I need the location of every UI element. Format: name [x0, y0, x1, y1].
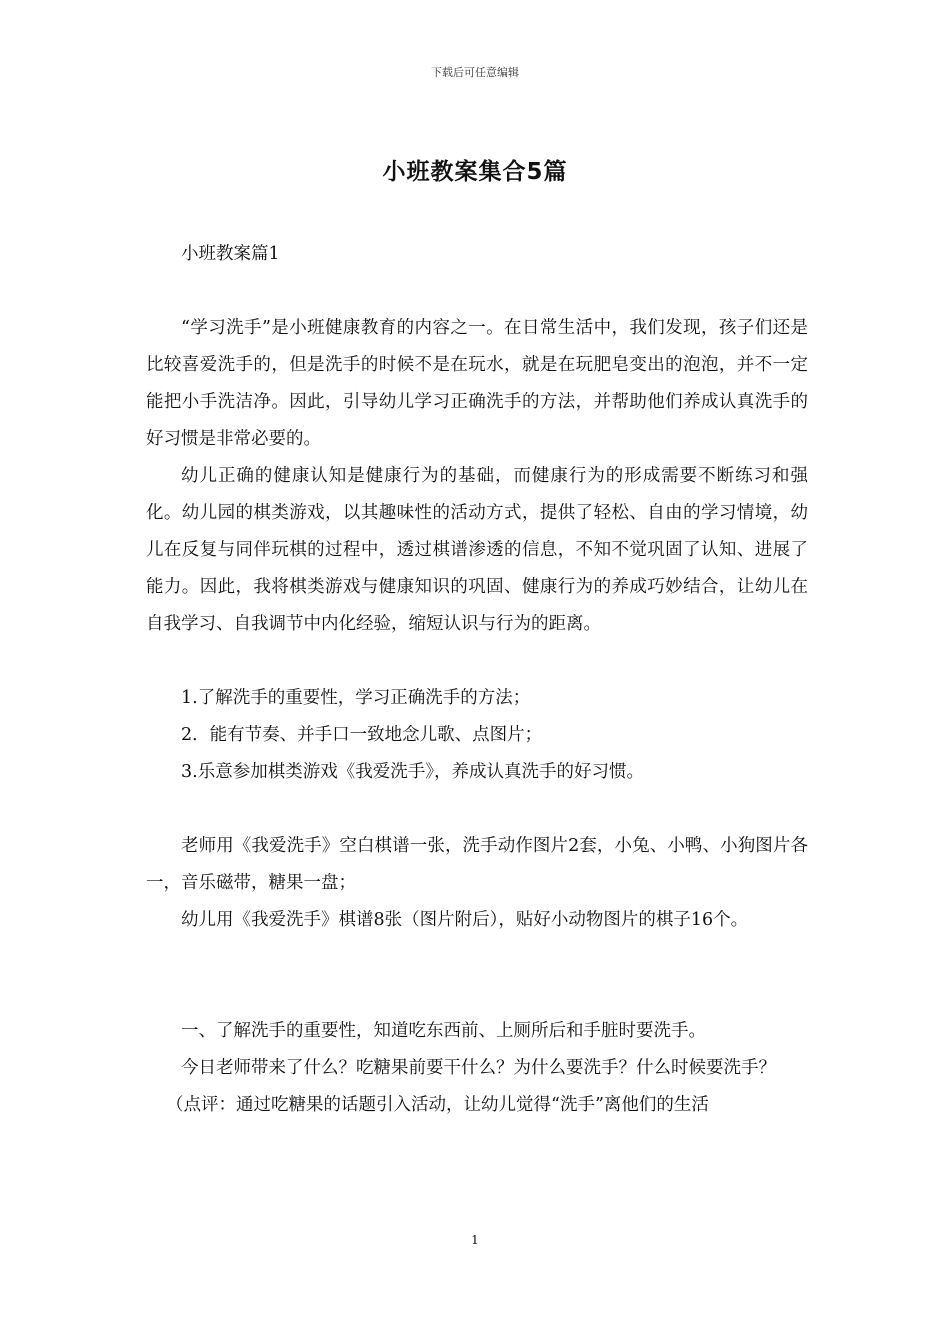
document-body [146, 236, 808, 1124]
process-step: 一、了解洗手的重要性，知道吃东西前、上厕所后和手脏时要洗手。 [181, 1021, 706, 1041]
intro-paragraph: “学习洗手”是小班健康教育的内容之一。在日常生活中，我们发现，孩子们还是比较喜爱洗手的，但是洗手的时候不是在玩水，就是在玩肥皂变出的泡泡，并不一定能把小手洗洁净。因此，引导幼儿学习正确洗手的方法，并帮助他们养成认真洗手的好习惯是非常必要的。 [146, 318, 808, 449]
spacer [146, 939, 808, 1013]
process-comment: （点评：通过吃糖果的话题引入活动，让幼儿觉得“洗手”离他们的生活 [166, 1095, 709, 1115]
spacer [146, 791, 808, 828]
goal-item: 2．能有节奏、并手口一致地念儿歌、点图片； [181, 725, 543, 745]
spacer [146, 273, 808, 310]
preparation-item: 幼儿用《我爱洗手》棋谱8张（图片附后），贴好小动物图片的棋子16个。 [181, 910, 749, 930]
document-title: 小班教案集合5篇 [382, 159, 568, 185]
goal-item: 1.了解洗手的重要性，学习正确洗手的方法； [181, 688, 531, 708]
goal-item: 3.乐意参加棋类游戏《我爱洗手》，养成认真洗手的好习惯。 [181, 762, 644, 782]
section-heading: 小班教案篇1 [181, 244, 280, 264]
intro-paragraph: 幼儿正确的健康认知是健康行为的基础，而健康行为的形成需要不断练习和强化。幼儿园的棋类游戏，以其趣味性的活动方式，提供了轻松、自由的学习情境，幼儿在反复与同伴玩棋的过程中，透过棋谱渗透的信息，不知不觉巩固了认知、进展了能力。因此，我将棋类游戏与健康知识的巩固、健康行为的养成巧妙结合，让幼儿在自我学习、自我调节中内化经验，缩短认识与行为的距离。 [146, 466, 808, 634]
spacer [146, 643, 808, 680]
process-step: 今日老师带来了什么？吃糖果前要干什么？为什么要洗手？什么时候要洗手？ [181, 1058, 776, 1078]
page-header-note: 下载后可任意编辑 [431, 66, 519, 79]
page-number: 1 [471, 1233, 479, 1247]
preparation-item: 老师用《我爱洗手》空白棋谱一张，洗手动作图片2套，小兔、小鸭、小狗图片各一，音乐磁带，糖果一盘； [146, 836, 808, 893]
